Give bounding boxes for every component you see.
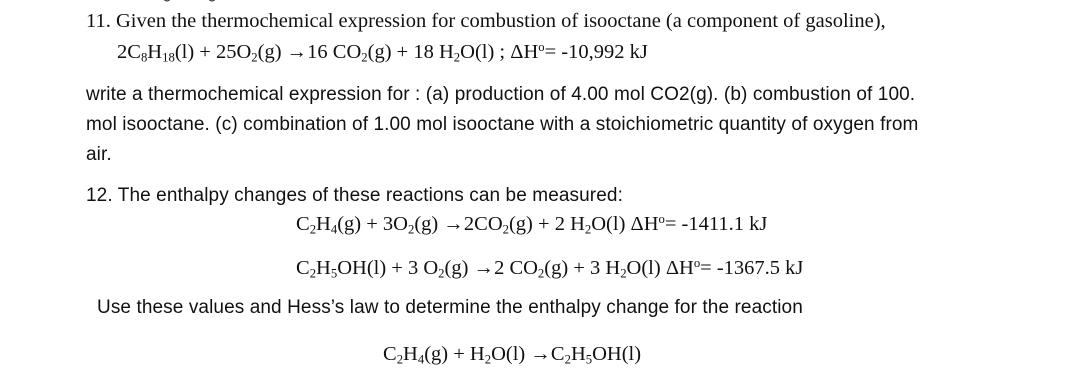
q11-task-line-1: write a thermochemical expression for : (a) production of 4.00 mol CO2(g). (b) combustion of 100.	[86, 84, 916, 105]
q11-task-line-2: mol isooctane. (c) combination of 1.00 mol isooctane with a stoichiometric quantity of oxygen from	[86, 114, 919, 135]
q12-equation-1: $C_2H_4(g) + 3O_2(g) \to 2CO_2(g) + 2$ $H_2O(l)$ $\Delta H^o= -1411.1$ kJ	[296, 212, 768, 237]
reaction-arrow-icon: →	[443, 213, 464, 235]
reaction-arrow-icon: →	[286, 41, 308, 63]
q11-task-line-3: air.	[86, 144, 112, 165]
cropped-text-fragment	[150, 0, 270, 6]
q11-equation: $2C_8H_{18}(l) + 25O_2(g) \to 16$ $CO_2(g) + 18$ $H_2O(l)$ ; $\Delta H^o= -10,992$ kJ	[117, 40, 648, 65]
reaction-arrow-icon: →	[473, 257, 495, 279]
q12-equation-2: $C_2H_5OH(l) + 3$ $O_2(g) \to 2$ $CO_2(g) + 3$ $H_2O(l)$ $\Delta H^o= -1367.5$ kJ	[296, 256, 804, 281]
reaction-arrow-icon: →	[530, 343, 551, 365]
q12-intro: 12. The enthalpy changes of these reactions can be measured:	[86, 185, 623, 206]
q12-instruction: Use these values and Hess’s law to determine the enthalpy change for the reaction	[97, 297, 803, 318]
q11-intro: 11. Given the thermochemical expression for combustion of isooctane (a component of gasoline),	[86, 10, 886, 32]
q12-target-reaction: $C_2H_4(g) + H_2O(l) \to C_2H_5OH(l)$	[383, 343, 642, 367]
